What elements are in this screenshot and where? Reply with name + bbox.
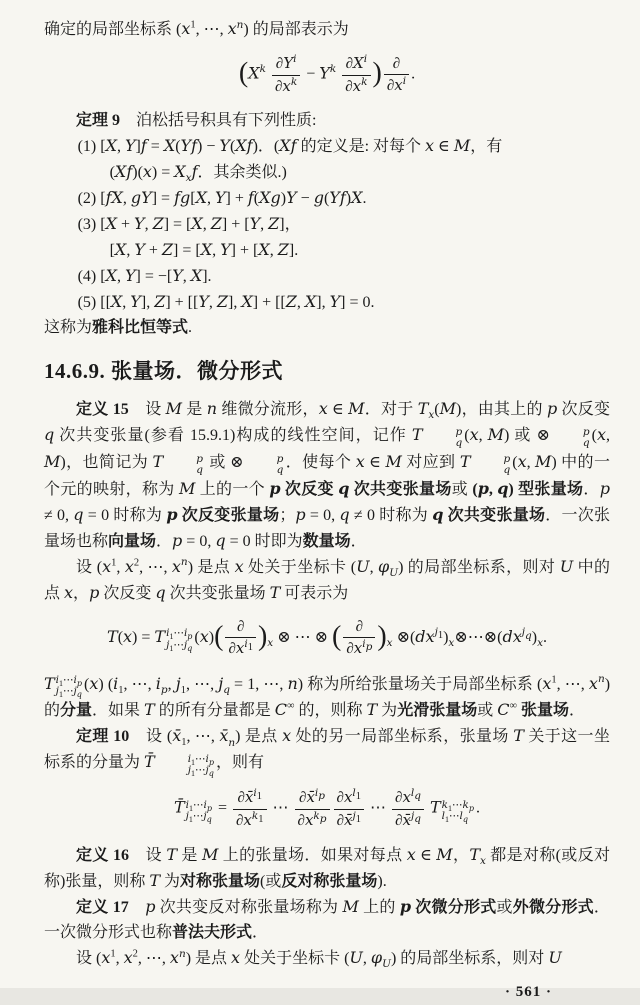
theorem-9-heading: 定理 9 泊松括号积具有下列性质: <box>76 112 317 129</box>
closing-line: 设 ($x^1$, $x^2$, ⋯, $x^n$) 是点 x 处关于坐标卡 (U, $\varphi_U$) 的局部坐标系，则对 U <box>76 947 562 971</box>
formula-tensor-field-representation: T(x) = T $i_1\cdots i_p$ $j_1\cdots j_q$ (x)( ∂ $\partial x^{i_1}$ )$_x$ ⊗ ⋯ ⊗ ( ∂ $\partial x^{i_p}$ )$_x$ $\otimes(dx^{j_1})_x\otimes\cdots\otimes(dx^{j_q})_x$. <box>107 618 547 658</box>
intro-line: 确定的局部坐标系 ($x^1$, ⋯, $x^n$) 的局部表示为 <box>44 18 349 38</box>
theorem-9-property-1: (1) [X, Y]f = X(Yf) − Y(Xf)．(Xf 的定义是: 对每个 x ∈ M，有 <box>77 136 503 155</box>
jacobi-identity-note: 这称为雅科比恒等式. <box>44 319 193 336</box>
page-number: · 561 · <box>504 984 552 1001</box>
theorem-9-property-2: (2) [fX, gY] = fg[X, Y] + f(Xg)Y − g(Yf)X. <box>77 188 367 207</box>
theorem-9-property-3-cont: [X, Y + Z] = [X, Y] + [X, Z]. <box>109 240 299 259</box>
definition-17-paragraph: 定义 17 p 次共变反对称张量场称为 M 上的 p 次微分形式或外微分形式．一次微分形式也称普法夫形式． <box>44 897 610 942</box>
definition-15-paragraph: 定义 15 设 M 是 n 维微分流形，x ∈ M．对于 $T_x(M)$，由其上的 p 次反变 q 次共变张量(参看 15.9.1)构成的线性空间，记作 T p q (x, M) 或 ⊗ p q (x, M)，也简记为 T p q 或 ⊗ p q ．使每个 x ∈ M 对应到 T p q (x, M) 中的一个元的映射，称为 M 上的一个 p 次反变 q 次共变张量场或 (p, q) 型张量场．p ≠ 0, q = 0 时称为 p 次反变张量场；p = 0, q ≠ 0 时称为 q 次共变张量场．一次张量场也称向量场．p = 0, q = 0 时即为数量场． <box>44 399 610 550</box>
theorem-9-property-5: (5) [[X, Y], Z] + [[Y, Z], X] + [[Z, X], Y] = 0. <box>77 292 375 311</box>
section-heading-14-6-9: 14.6.9. 张量场．微分形式 <box>44 359 283 383</box>
definition-15-coords-paragraph: 设 ($x^1$, $x^2$, ⋯, $x^n$) 是点 x 处关于坐标卡 (U, $\varphi_U$) 的局部坐标系，则对 U 中的点 x，p 次反变 q 次共变张量场 T 可表示为 <box>44 556 610 602</box>
theorem-9-property-1-cont: $(Xf)(x) = X_xf$．其余类似.) <box>109 162 287 185</box>
theorem-9-property-3: (3) [X + Y, Z] = [X, Z] + [Y, Z]， <box>77 214 301 233</box>
formula-lie-bracket-local-expression: ($X^k$ $\frac{\partial Y^i}{\partial x^k}$ − $Y^k$ $\frac{\partial X^i}{\partial x^k}$ ) ∂ $\partial x^i$ . <box>238 53 416 95</box>
theorem-10-paragraph: 定理 10 设 ($x̄_1$, ⋯, $x̄_n$) 是点 x 处的另一局部坐标系，张量场 T 关于这一坐标系的分量为 T̄ $i_1\cdots i_p$ $j_1\cdots j_q$ ，则有 <box>44 726 610 779</box>
formula-component-transformation: T̄ $i_1\cdots i_p$ $j_1\cdots j_q$ = $\frac{\partial x̄^{i_1}}{\partial x^{k_1}}$ ⋯ ∂x̄$^{i_p}$ $\partial x^{k_p}$ $\frac{\partial x^{l_1}}{\partial x̄^{j_1}}$ ⋯ $\partial x^{l_q}$ ∂x̄$^{j_q}$ T $k_1\cdots k_p$ $l_1\cdots l_q$ . <box>173 787 481 829</box>
theorem-9-property-4: (4) [X, Y] = −[Y, X]. <box>77 266 212 285</box>
components-paragraph: T $i_1\cdots i_p$ $j_1\cdots j_q$ (x) ($i_1$, ⋯, $i_p$, $j_1$, ⋯, $j_q = 1$, ⋯, n) 称为所给张量场关于局部坐标系 ($x^1$, ⋯, $x^n$) 的分量．如果 T 的所有分量都是 C∞ 的，则称 T 为光滑张量场或 C∞ 张量场． <box>44 673 611 720</box>
definition-16-paragraph: 定义 16 设 T 是 M 上的张量场．如果对每点 x ∈ M，$T_x$ 都是对称(或反对称)张量，则称 T 为对称张量场(或反对称张量场). <box>44 845 610 891</box>
